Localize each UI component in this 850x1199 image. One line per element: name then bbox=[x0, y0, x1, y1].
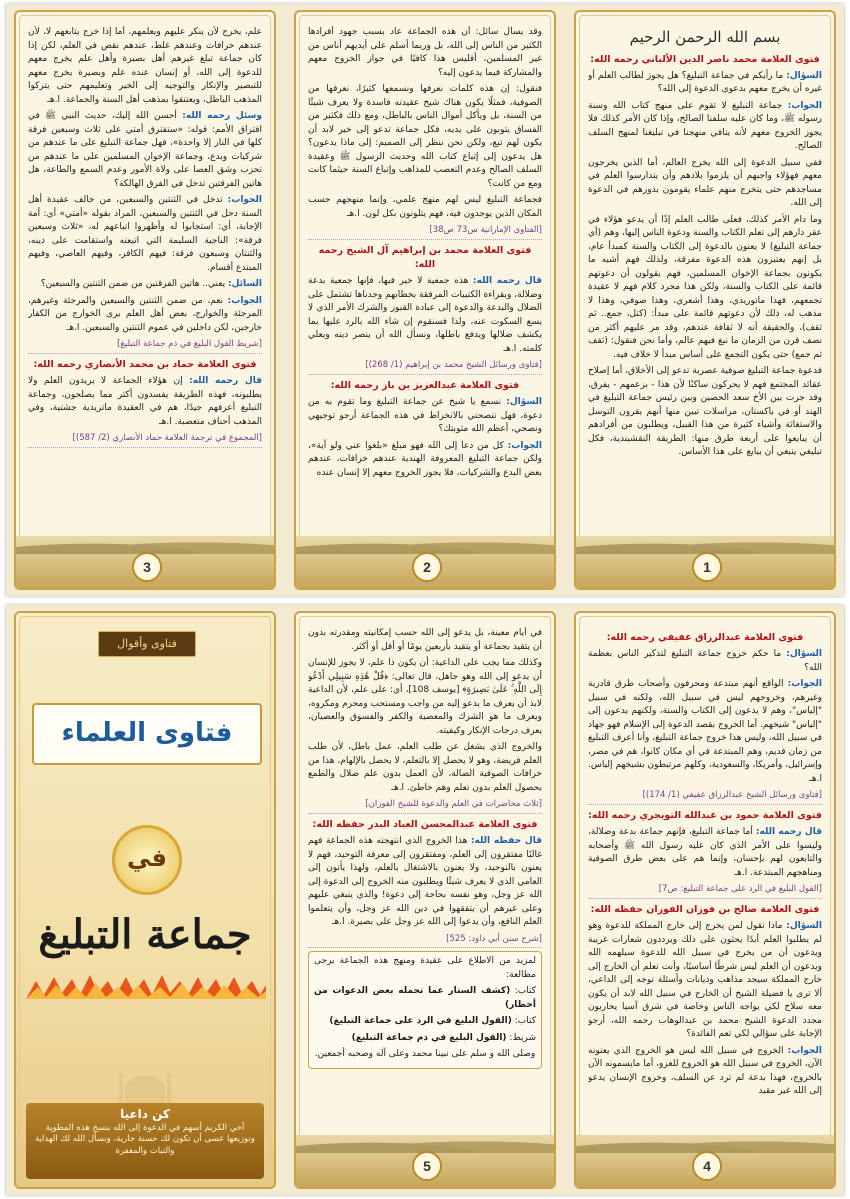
cover-panel bbox=[14, 611, 276, 1189]
question-paragraph bbox=[588, 648, 822, 675]
page-number: 5 bbox=[412, 1151, 442, 1181]
question-paragraph bbox=[28, 110, 262, 191]
reading-item-label: كتاب: bbox=[514, 986, 536, 997]
answer-paragraph bbox=[308, 835, 542, 930]
answer-text: كل من دعا إلى الله فهو مبلغ «بلغوا عني ولو آية»، ولكن جماعة التبليغ المعروفة الهندية عندهم خرافات، عندهم بعض البدع والشركيات، فلا يجوز الخروج معهم إلا إنسان عنده bbox=[308, 440, 542, 478]
question-label: السؤال: bbox=[786, 649, 822, 660]
mosque-icon bbox=[115, 1063, 175, 1103]
closing-text: وصلى الله و سلم على نبينا محمد وعلى آله وصحبه أجمعين. bbox=[314, 1049, 536, 1060]
answer-paragraph bbox=[588, 678, 822, 786]
panel-3 bbox=[14, 10, 276, 590]
body-paragraph: وقد يسأل سائل: أن هذه الجماعة عاد بسبب جهود أفرادها الكثير من الناس إلى الله، بل وربما أسلم على أيديهم أناس من غير المسلمين، أفليس هذا كافيًا في جواز الخروج معهم والمشاركة فيما يدعون إليه؟ bbox=[308, 27, 542, 78]
cover-title: فتاوى العلماء bbox=[32, 703, 262, 765]
panel-5-content bbox=[308, 627, 542, 1143]
answer-label: قال رحمه الله: bbox=[472, 276, 542, 287]
answer-paragraph bbox=[28, 194, 262, 275]
reading-list-box bbox=[308, 951, 542, 1069]
panel-1 bbox=[574, 10, 836, 590]
basmala: بسم الله الرحمن الرحيم bbox=[629, 28, 781, 46]
fatwa-heading: فتوى العلامة عبدالعزيز بن باز رحمه الله: bbox=[330, 380, 520, 391]
reference: [شرح سنن أبي داود: 525] bbox=[308, 933, 542, 949]
reference: [شريط القول البليغ في ذم جماعة التبليغ] bbox=[28, 338, 262, 354]
answer-text: جماعة التبليغ لا تقوم على منهج كتاب الله وسنة رسوله ﷺ، وما كان عليه سلفنا الصالح، وإذا كان الأمر كذلك فلا يجوز الخروج معهم لأنه ينافي منهجنا في تبليغنا لمنهج السلف الصالح. bbox=[588, 100, 822, 152]
banner-title: كن داعيا bbox=[120, 1107, 170, 1121]
body-paragraph: ففي سبيل الدعوة إلى الله يخرج العالم، أما الذين يخرجون معهم فهؤلاء واجبهم أن يلزموا بلادهم وأن يتدارسوا العلم في مساجدهم حتى يتخرج منهم علماء يقومون بدورهم في الدعوة إلى الله. bbox=[588, 157, 822, 209]
reading-intro: لمزيد من الاطلاع على عقيدة ومنهج هذه الجماعة يرجى مطالعة: bbox=[314, 956, 536, 980]
cover-main-title: جماعة التبليغ bbox=[38, 911, 252, 958]
panel-1-content bbox=[588, 26, 822, 544]
answer-text: هذا الخروج الذي انتهجته هذه الجماعة فهم غالبًا مفتقرون إلى العلم، ومفتقرون إلى معرفة التوحيد، فهم لا يعنون بالتوحيد، ولا يعنون بالاشتغال بالعلم، ولهذا يأتون إلى العامي الذي لا يعرف شيئًا ويطلبون منه الخروج إلى الدعوة إلى الله عز وجل، وهو نفسه بحاجة إلى دعوة! والذي ينبغي عليهم وعلى غيرهم أن يتفقهوا في دين الله عز وجل، وأن يتعلموا العلم النافع، وأن يدعوا إلى الله عز وجل على بصيرة. ا.هـ bbox=[308, 836, 542, 927]
reading-item-label: كتاب: bbox=[514, 1016, 536, 1027]
answer-paragraph bbox=[588, 100, 822, 154]
body-paragraph: وكذلك مما يجب على الداعية: أن يكون ذا علم، لا يجوز للإنسان أن يدعو إلى الله وهو جاهل، قال تعالى: ﴿قُلْ هَٰذِهِ سَبِيلِي أَدْعُو إِلَى اللَّهِ ۚ عَلَىٰ بَصِيرَةٍ﴾ [يوسف 108]، أي: على علم، لأن الداعية لابد أن يعرف ما يدعو إليه من واجب ومستحب ومحرم ومكروه، ويعرف ما هو الشرك والمعصية والكفر والفسوق والعصيان، يعرف درجات الإنكار وكيفيته. bbox=[308, 658, 542, 736]
question-paragraph bbox=[308, 396, 542, 437]
answer-text: أما جماعة التبليغ، فإنهم جماعة بدعة وضلالة، وليسوا على الأمر الذي كان عليه رسول الله ﷺ وأصحابه والتابعون لهم بإحسان، وإنما هم على بعض طرق الصوفية ومناهجهم المبتدعة. ا.هـ bbox=[588, 827, 822, 878]
page-number: 4 bbox=[692, 1151, 722, 1181]
answer-paragraph bbox=[308, 440, 542, 481]
reference: [المجموع في ترجمة العلامة حماد الأنصاري (2/ 587)] bbox=[28, 432, 262, 448]
reading-item-title: (القول البليغ في الرد على جماعة التبليغ) bbox=[329, 1016, 512, 1027]
reference: [فتاوى ورسائل الشيخ محمد بن إبراهيم (1/ 268)] bbox=[308, 359, 542, 375]
reference: [القول البليغ في الرد على جماعة التبليغ: ص7] bbox=[588, 883, 822, 899]
question-label: وسئل رحمه الله: bbox=[182, 111, 262, 121]
panel-2 bbox=[294, 10, 556, 590]
answer-label: الجواب: bbox=[787, 100, 822, 111]
reference: [ثلاث محاضرات في العلم والدعوة للشيخ الفوزان] bbox=[308, 798, 542, 814]
fatwa-heading: فتوى العلامة عبدالرزاق عفيفي رحمه الله: bbox=[606, 632, 804, 643]
question-text: ما حكم خروج جماعة التبليغ لتذكير الناس بعظمة الله؟ bbox=[588, 649, 822, 673]
brochure-sheet-front bbox=[6, 4, 844, 596]
answer-text: نعم، من ضمن الثنتين والسبعين والمرجئة وغيرهم، المرجئة والخوارج، بعض أهل العلم يرى الخوارج من الكفار خارجين، لكن داخلين في عموم الثنتين والسبعين. ا.هـ bbox=[28, 295, 262, 333]
answer-label: الجواب: bbox=[507, 440, 542, 451]
reading-item-label: شريط: bbox=[509, 1032, 536, 1043]
reference: [الفتاوى الإماراتية س73 ص38] bbox=[308, 224, 542, 240]
reading-item bbox=[314, 985, 536, 1012]
panel-2-content bbox=[308, 26, 542, 544]
answer-label: الجواب: bbox=[227, 195, 262, 205]
answer-label: قال رحمه الله: bbox=[755, 827, 822, 838]
question-text: نسمع يا شيخ عن جماعة التبليغ وما تقوم به من دعوة، فهل تنصحني بالانخراط في هذه الجماعة أرجو توجيهي ونصحي، أعظم الله مثوبتك؟ bbox=[308, 397, 542, 435]
body-paragraph: والخروج الذي يشغل عن طلب العلم، عمل باطل، لأن طلب العلم فريضة، وهو لا يحصل إلا بالتعلم، لا يحصل بالإلهام، هذا من خرافات الصوفية الضالة، لأن العمل بدون علم ضلال والطمع بحصول العلم بدون تعلم وهم خاطئ. ا.هـ bbox=[308, 742, 542, 793]
answer-label: قال رحمه الله: bbox=[189, 376, 262, 386]
question-text: ما رأيكم في جماعة التبليغ؟ هل يجوز لطالب العلم أو غيره أن يخرج معهم بدعوى الدعوة إلى الله؟ bbox=[588, 70, 822, 95]
question-paragraph bbox=[588, 70, 822, 97]
flames-decoration bbox=[26, 973, 266, 999]
question-paragraph bbox=[28, 278, 262, 292]
answer-label: الجواب: bbox=[227, 295, 262, 306]
answer-text: الواقع أنهم مبتدعة ومحرفون وأصحاب طرق قادرية وغيرهم، وخروجهم ليس في سبيل الله، ولكنه في سبيل "إلياس"، وهم لا يدعون إلى الكتاب والسنة، ولكنهم يدعون إلى "إلياس" شيخهم. أما الخروج بقصد الدعوة إلى الإسلام فهو جهاد في سبيل الله، وليس هذا خروج جماعة التبليغ، وأنا أعرف التبليغ من زمان قديم، وهم المبتدعة في أي مكان كانوا، هم في مصر، وإسرائيل، وأمريكا، والسعودية، وكلهم مرتبطون بشيخهم إلياس. ا.هـ bbox=[588, 679, 822, 784]
answer-text: إن هؤلاء الجماعة لا يريدون العلم ولا يطلبونه، فهذه الطريقة يفسدون أكثر مما يصلحون، وجماعة التبليغ أعرفهم جيدًا، هم في العقيدة ماتريدية جشتية، وفي المذهب أحناف متعصبة. ا.هـ bbox=[28, 376, 262, 427]
answer-paragraph bbox=[308, 275, 542, 356]
answer-text: هذه جمعية لا خير فيها، فإنها جمعية بدعة وضلالة، وبقراءة الكتيبات المرفقة بخطابهم وجدناها تشتمل على الضلال والبدعة والدعوة إلى عبادة القبور والشرك الأمر الذي لا يسع السكوت عنه، ولذا فسنقوم إن شاء الله بالرد عليها بما يكشف ضلالها ويدفع باطلها، ونسأل الله أن ينصر دينه ويعلي كلمته. ا.هـ bbox=[308, 276, 542, 354]
answer-paragraph bbox=[28, 295, 262, 336]
answer-label: الجواب: bbox=[787, 679, 822, 690]
reading-item bbox=[314, 1015, 536, 1029]
reference: [فتاوى ورسائل الشيخ عبدالرزاق عفيفي (1/ 174)] bbox=[588, 789, 822, 805]
fatwa-heading: فتوى العلامة حمود بن عبدالله التويجري رحمه الله: bbox=[588, 810, 822, 821]
page-number: 1 bbox=[692, 552, 722, 582]
answer-label: قال حفظه الله: bbox=[470, 836, 542, 846]
question-label: السؤال: bbox=[786, 921, 822, 932]
panel-3-content bbox=[28, 26, 262, 544]
body-paragraph: فجماعة التبليغ ليس لهم منهج علمي، وإنما منهجهم حسب المكان الذين يوجدون فيه، فهم يتلونون بكل لون. ا.هـ bbox=[308, 195, 542, 219]
answer-paragraph bbox=[588, 1045, 822, 1099]
panel-5 bbox=[294, 611, 556, 1189]
question-label: السؤال: bbox=[506, 397, 542, 408]
answer-text: الخروج في سبيل الله ليس هو الخروج الذي يعنونه الآن، الخروج في سبيل الله هو الخروج للغزو، أما مايسمونه الآن بالخروج، فهذا بدعة لم ترد عن السلف، وخروج الإنسان يدعو إلى الله غير مقيد bbox=[588, 1045, 822, 1097]
body-paragraph: في أيام معينة، بل يدعو إلى الله حسب إمكانيته ومقدرته بدون أن يتقيد بجماعة أو يتقيد بأربعين يومًا أو أقل أو أكثر. bbox=[308, 628, 542, 652]
fatwa-heading: فتوى العلامة محمد بن إبراهيم آل الشيخ رحمه الله: bbox=[318, 244, 532, 270]
fatwa-heading: فتوى العلامة صالح بن فوزان الفوزان حفظه الله: bbox=[590, 904, 820, 915]
banner-text: أخي الكريم أسهم في الدعوة إلى الله بنسخ هذه المطوية وتوزيعها عسى أن تكون لك حسنة جارية، ونسأل الله لك الهداية والثبات والمغفرة bbox=[35, 1123, 255, 1156]
cover-badge: فتاوى وأقوال bbox=[98, 631, 196, 657]
page-number: 2 bbox=[412, 552, 442, 582]
body-paragraph: علم، يخرج لأن ينكر عليهم ويعلمهم، أما إذا خرج يتابعهم لا، لأن عندهم خرافات وعندهم غلط، عندهم نقص في العلم، لكن إذا كان جماعة تبلغ غيرهم أهل بصيرة وأهل علم يخرج معهم للدعوة إلى الله، أو إنسان عنده علم وبصيرة يخرج معهم للتبصير والإنكار والتوجيه إلى الخير وتعليمهم حتى يتركوا المذهب الباطل، ويعتنقوا بمذهب أهل السنة والجماعة. ا.هـ bbox=[28, 27, 262, 105]
answer-text: تدخل في الثنتين والسبعين، من خالف عقيدة أهل السنة دخل في الثنتين والسبعين، المراد بقوله «أمتي» أي: أمة الإجابة، أي: استجابوا له وأظهروا اتباعهم له، «ثلاث وسبعين فرقة»: الناجية السليمة التي اتبعته واستقامت على دينه، والثنتان وسبعون فرقة: فيهم الكافر، وفيهم العاصي، وفيهم المبتدع أقسام. bbox=[28, 195, 262, 273]
fatwa-heading: فتوى العلامة عبدالمحسن العباد البدر حفظه الله: bbox=[312, 818, 538, 830]
question-text: أحسن الله إليك، حديث النبي ﷺ في افتراق الأمم: قوله: «ستفترق أمتي على ثلاث وسبعين فرقة كلها في النار إلا واحدة»، فهل جماعة التبليغ على ما عندهم من شركيات وبدع، وجماعة الإخوان المسلمين على ما عندهم من تحزب وشق العصا على ولاة الأمور وعدم السمع والطاعة، هل هاتين الفرقتين تدخل في الفرق الهالكة؟ bbox=[28, 111, 262, 189]
reading-item-title: (كشف الستار عما تحمله بعض الدعوات من أخطار) bbox=[314, 986, 536, 1010]
fatwa-heading: فتوى العلامة محمد ناصر الدين الألباني رحمه الله: bbox=[590, 53, 820, 65]
question-text: ماذا تقول لمن يخرج إلى خارج المملكة للدعوة وهو لم يطلبوا العلم أبدًا يحثون على ذلك ويرددون شعارات غريبة ويدعون أن من يخرج في سبيل الله للدعوة سيلهمه الله ويدعون أن العلم ليس شرطًا أساسيًا، وأنت تعلم أن الخارج إلى خارج المملكة سيجد مذاهب وديانات وأسئلة توجه إلى الداعي، ألا ترى يا فضيلة الشيخ أن الخارج في سبيل الله لابد أن يكون معه سلاح لكي يواجه الناس وخاصة في شرق آسيا يحاربون مجدد الدعوة الشيخ محمد بن عبدالوهاب رحمه الله، أرجو الإجابة على سؤالي لكي تعم الفائدة؟ bbox=[588, 921, 822, 1040]
question-paragraph bbox=[588, 920, 822, 1042]
fatwa-heading: فتوى العلامة حماد بن محمد الأنصاري رحمه الله: bbox=[33, 358, 257, 370]
cover-preposition: في bbox=[112, 825, 182, 895]
brochure-sheet-back bbox=[6, 605, 844, 1195]
answer-paragraph bbox=[588, 826, 822, 880]
reading-item-title: (القول البليغ في ذم جماعة التبليغ) bbox=[351, 1032, 507, 1043]
reading-item bbox=[314, 1032, 536, 1046]
page-number: 3 bbox=[132, 552, 162, 582]
body-paragraph: وما دام الأمر كذلك، فعلى طالب العلم إذًا أن يدعو هؤلاء في عقر دارهم إلى تعلم الكتاب والسنة ودعوة الناس إليها، وهم (أي جماعة التبليغ) لا يعنون بالدعوة إلى الكتاب والسنة كمبدأ عام، بل إنهم يعتبرون هذه الدعوة مفرقة، ولذلك فهم أشبه ما يكونون بجماعة الإخوان المسلمين، فهم يقولون أن دعوتهم قائمة على الكتاب والسنة، ولكن هذا مجرد كلام فهم لا عقيدة تجمعهم، فهذا ماتوريدي، وهذا أشعري، وهذا صوفي، وهذا لا مذهب له، ذلك لأن دعوتهم قائمة على مبدأ: (كتل، جمع.. ثم ثقف)، والحقيقة أنه لا ثقافة عندهم، وقد مر عليهم أكثر من نصف قرن من الزمان ما نبغ فيهم عالم، وأما نحن فنقول: (ثقف ثم جمع) حتى يكون التجمع على أساس مبدأ لا خلاف فيه. bbox=[588, 214, 822, 360]
answer-label: الجواب: bbox=[787, 1045, 822, 1056]
answer-paragraph bbox=[28, 375, 262, 429]
body-paragraph: فدعوة جماعة التبليغ صوفية عصرية تدعو إلى الأخلاق، أما إصلاح عقائد المجتمع فهم لا يحركون ساكنًا لأن هذا - بزعمهم - يفرق، وقد جرت بين الأخ سعد الحصين وبين رئيس جماعة التبليغ في الهند أو في باكستان، مراسلات تبين منها أنهم يقرون التوسل والاستغاثة وأشياء كثيرة من هذا القبيل، ويطلبون من أفرادهم أن يبايعوا على أربعة طرق منها: الطريقة النقشبندية، فكل تبليغي ينبغي أن يبايع على هذا الأساس. bbox=[588, 366, 822, 458]
panel-4 bbox=[574, 611, 836, 1189]
cover-banner bbox=[26, 1103, 264, 1179]
body-paragraph: فنقول: إن هذه كلمات نعرفها ونسمعها كثيرًا، نعرفها من الصوفية، فمثلًا يكون هناك شيخ عقيدته فاسدة ولا يعرف شيئًا من السنة، بل ويأكل أموال الناس بالباطل، ومع ذلك فكثير من الفساق يتوبون على يديه، فكل جماعة تدعو إلى خير لابد أن يكون لهم تبع، ولكن نحن ننظر إلى الصميم: إلى ماذا يدعون؟ هل يدعون إلى إتباع كتاب الله وحديث الرسول ﷺ وعقيدة السلف الصالح وعدم التعصب للمذاهب وإتباع السنة حيثما كانت ومع من كانت؟ bbox=[308, 84, 542, 189]
question-text: يعني.. هاتين الفرقتين من ضمن الثنتين والسبعين؟ bbox=[40, 279, 226, 289]
panel-4-content bbox=[588, 627, 822, 1143]
question-label: السؤال: bbox=[786, 70, 822, 81]
question-label: السائل: bbox=[227, 279, 262, 289]
